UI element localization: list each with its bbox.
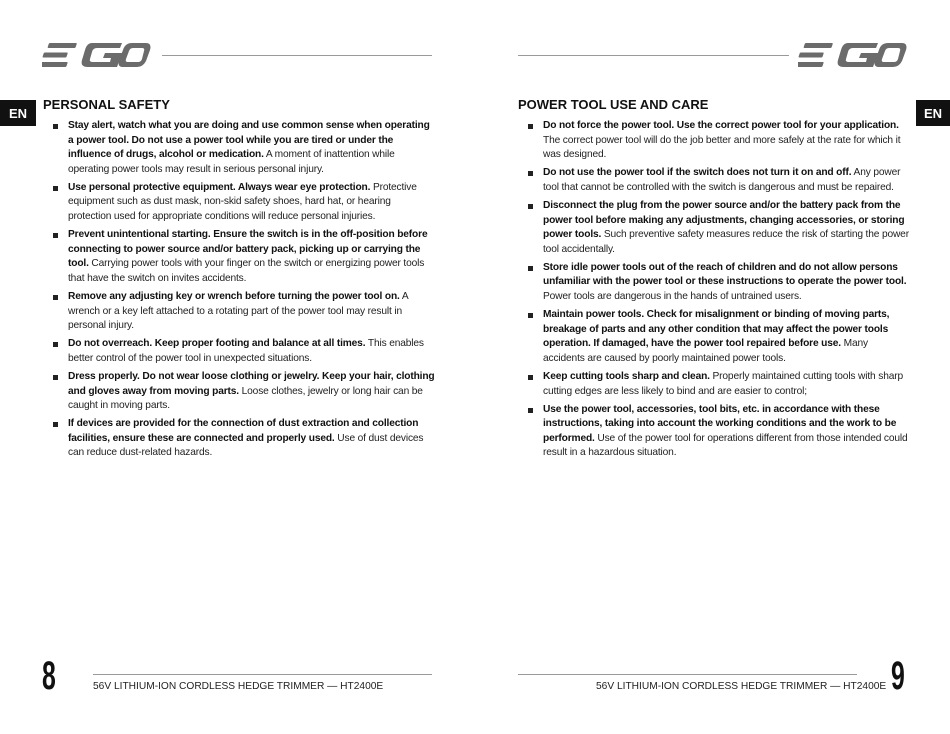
section-title: POWER TOOL USE AND CARE [518,97,709,112]
item-text: Use of dust devices can reduce dust-related hazards. [68,432,424,459]
item-text: Power tools are dangerous in the hands of untrained users. [543,291,802,303]
language-tab-en: EN [916,100,950,126]
item-lead: If devices are provided for the connection of dust extraction and collection facilities, ensure these are connected and properly used. [68,418,419,444]
list-item [43,181,435,225]
footer-rule-right [518,674,857,675]
section-title: PERSONAL SAFETY [43,97,170,112]
item-text: The correct power tool will do the job better and more safely at the rate for which it was designed. [543,134,901,161]
list-item [43,370,435,414]
list-item [518,261,910,305]
header-rule-left [162,55,432,56]
list-item [43,417,435,461]
footer-text: 56V LITHIUM-ION CORDLESS HEDGE TRIMMER — HT2400E [596,681,887,692]
list-item [43,337,435,366]
ego-logo-right [798,40,908,70]
item-lead: Do not force the power tool. Use the correct power tool for your application. [543,120,899,131]
ego-logo-left [42,40,152,70]
footer-rule-left [93,674,432,675]
page-number: 9 [891,654,905,698]
item-lead: Dress properly. Do not wear loose clothing or jewelry. Keep your hair, clothing and gloves away from moving parts. [68,371,435,397]
item-text: A wrench or a key left attached to a rotating part of the power tool may result in personal injury. [68,291,408,332]
bullet-list [43,119,435,465]
list-item [518,166,910,195]
page-number: 8 [42,654,56,698]
list-item [43,228,435,286]
item-lead: Do not use the power tool if the switch does not turn it on and off. [543,167,852,179]
list-item [518,199,910,257]
item-text: Any power tool that cannot be controlled with the switch is dangerous and must be repaired. [543,167,901,193]
list-item [518,370,910,399]
item-text: Such preventive safety measures reduce the risk of starting the power tool accidentally. [543,229,909,255]
bullet-list [518,119,910,465]
list-item [518,308,910,366]
item-lead: Keep cutting tools sharp and clean. [543,371,710,382]
item-lead: Stay alert, watch what you are doing and use common sense when operating a power tool. Do not use a power tool while you are tired or under the influence of drugs, alcohol or medication. [68,120,430,161]
item-lead: Use personal protective equipment. Always wear eye protection. [68,181,371,193]
item-lead: Use the power tool, accessories, tool bits, etc. in accordance with these instructions, taking into account the working conditions and the work to be performed. [543,403,897,444]
list-item [43,119,435,177]
item-text: Many accidents are caused by poorly maintained power tools. [543,338,868,364]
list-item [518,119,910,163]
item-text: Protective equipment such as dust mask, non-skid safety shoes, hard hat, or hearing protection used for appropriate conditions will reduce personal injuries. [68,181,417,223]
item-text: Properly maintained cutting tools with sharp cutting edges are less likely to bind and are easier to control; [543,371,903,397]
language-tab-en: EN [0,100,36,126]
item-text: This enables better control of the power tool in unexpected situations. [68,338,424,364]
item-text: Use of the power tool for operations different from those intended could result in a hazardous situation. [543,432,908,459]
header-rule-right [518,55,789,56]
item-lead: Disconnect the plug from the power source and/or the battery pack from the power tool before making any adjustments, changing accessories, or storing power tools. [543,199,905,241]
item-lead: Maintain power tools. Check for misalignment or binding of moving parts, breakage of parts and any other condition that may affect the power tools operation. If damaged, have the power tool repaired before use. [543,309,890,350]
item-lead: Remove any adjusting key or wrench before turning the power tool on. [68,291,400,303]
item-lead: Store idle power tools out of the reach of children and do not allow persons unfamiliar with the power tool or these instructions to operate the power tool. [543,261,907,288]
item-lead: Prevent unintentional starting. Ensure the switch is in the off-position before connecting to power source and/or battery pack, picking up or carrying the tool. [68,229,428,270]
footer-text: 56V LITHIUM-ION CORDLESS HEDGE TRIMMER — HT2400E [93,681,384,692]
item-text: A moment of inattention while operating power tools may result in serious personal injury. [68,149,395,175]
item-lead: Do not overreach. Keep proper footing and balance at all times. [68,338,366,350]
item-text: Loose clothes, jewelry or long hair can be caught in moving parts. [68,385,423,412]
item-text: Carrying power tools with your finger on the switch or energizing power tools that have the switch on invites accidents. [68,258,425,284]
list-item [43,290,435,334]
list-item [518,403,910,461]
